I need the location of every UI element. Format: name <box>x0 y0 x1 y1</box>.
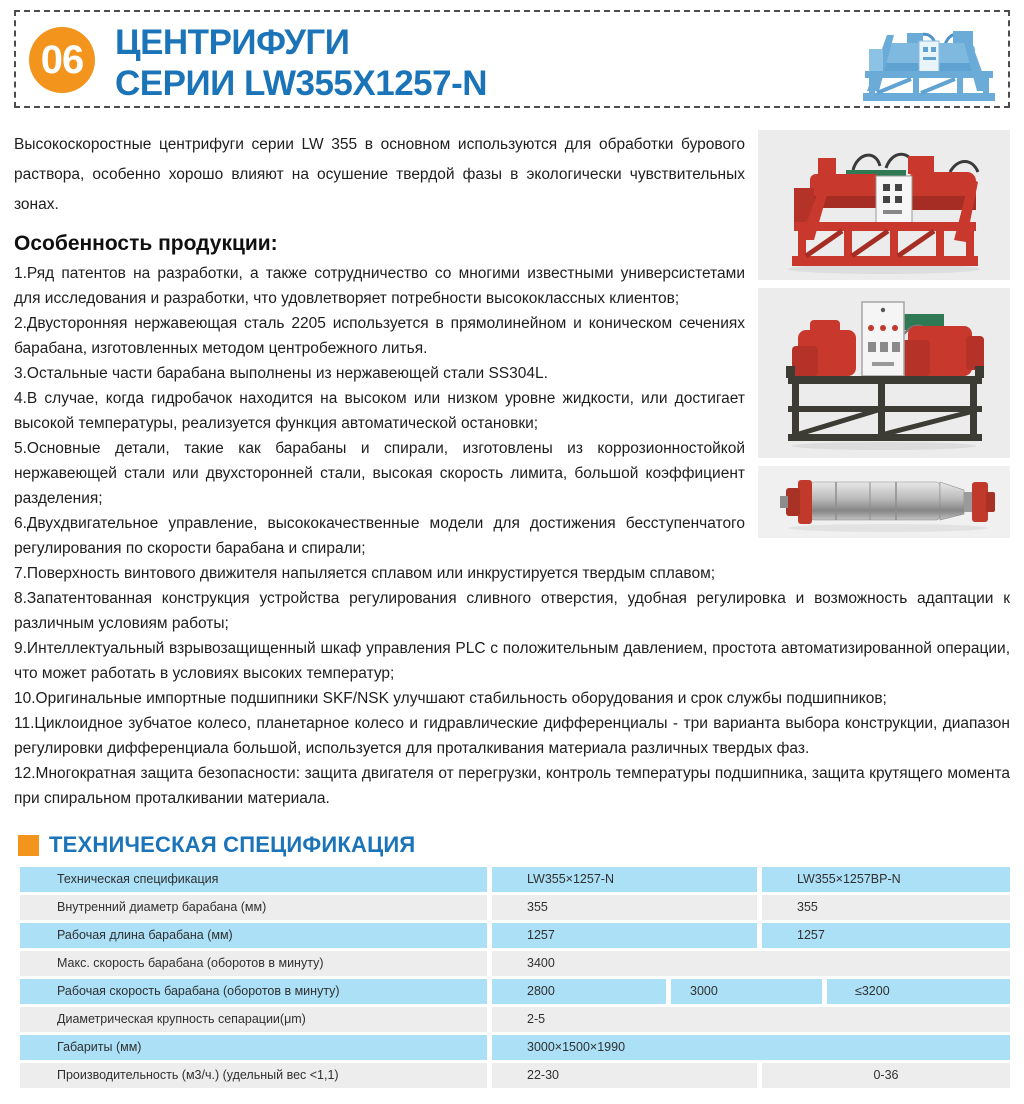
feature-item-5: 5.Основные детали, такие как барабаны и спирали, изготовлены из коррозионностойкой нержавеющей стали или двухсторонней стали, высокая скорость лимита, большой коэффициент разделения; <box>14 440 745 507</box>
intro-paragraph: Высокоскоростные центрифуги серии LW 355 в основном используются для обработки бурового раствора, особенно хорошо влияют на осушение твердой фазы в экологически чувствительных зонах. <box>14 136 745 213</box>
spec-table <box>20 867 1010 1088</box>
row-label: Диаметрическая крупность сепарации(μm) <box>20 1007 487 1032</box>
header-banner <box>14 10 1010 108</box>
row-value: 2800 <box>492 979 666 1004</box>
row-label: Рабочая длина барабана (мм) <box>20 923 487 948</box>
row-value: 3000×1500×1990 <box>492 1035 1010 1060</box>
row-value: 3400 <box>492 951 1010 976</box>
features-heading: Особенность продукции: <box>14 232 278 255</box>
centrifuge-bowl-image <box>758 466 1010 538</box>
row-label: Макс. скорость барабана (оборотов в минуту) <box>20 951 487 976</box>
table-row <box>20 951 1010 976</box>
feature-item-8: 8.Запатентованная конструкция устройства регулирования сливного отверстия, удобная регулировка и возможность адаптации к различным условиям работы; <box>14 590 1010 632</box>
page-title-line2: СЕРИИ LW355X1257-N <box>115 64 488 103</box>
table-row <box>20 923 1010 948</box>
section-number-badge <box>29 27 95 93</box>
page-title <box>115 22 487 104</box>
feature-item-12: 12.Многократная защита безопасности: защита двигателя от перегрузки, контроль температуры подшипника, защита крутящего момента при спиральном проталкивании материала. <box>14 765 1010 807</box>
feature-item-1: 1.Ряд патентов на разработки, а также сотрудничество со многими известными универсистетами для исследования и разработки, что удовлетворяет потребности высококлассных клиентов; <box>14 265 745 307</box>
spec-heading-row <box>18 833 1010 857</box>
feature-item-11: 11.Циклоидное зубчатое колесо, планетарное колесо и гидравлические дифференциалы - три варианта выбора конструкции, диапазон регулировки дифференциала большой, используется для проталкивания материала различных твердых фаз. <box>14 715 1010 757</box>
row-value: 355 <box>762 895 1010 920</box>
row-value: 355 <box>492 895 757 920</box>
row-value: 3000 <box>671 979 822 1004</box>
row-value: 2-5 <box>492 1007 1010 1032</box>
spec-heading: ТЕХНИЧЕСКАЯ СПЕЦИФИКАЦИЯ <box>49 832 416 857</box>
feature-item-10: 10.Оригинальные импортные подшипники SKF/NSK улучшают стабильность оборудования и срок службы подшипников; <box>14 690 887 707</box>
feature-item-3: 3.Остальные части барабана выполнены из нержавеющей стали SS304L. <box>14 365 548 382</box>
spec-section <box>14 833 1010 1088</box>
red-centrifuge-cabinet-image <box>758 288 1010 458</box>
table-row <box>20 1035 1010 1060</box>
column-header-model2: LW355×1257BP-N <box>762 867 1010 892</box>
row-value: 1257 <box>492 923 757 948</box>
blue-centrifuge-image <box>853 15 1003 105</box>
column-header-spec: Техническая спецификация <box>20 867 487 892</box>
feature-item-6: 6.Двухдвигательное управление, высококачественные модели для достижения бесступенчатого регулирования по скорости барабана и спирали; <box>14 515 745 557</box>
feature-item-7: 7.Поверхность винтового движителя напыляется сплавом или инкрустируется твердым сплавом; <box>14 565 716 582</box>
row-value: 1257 <box>762 923 1010 948</box>
section-number: 06 <box>40 37 84 82</box>
product-photo-column <box>758 130 1010 546</box>
row-value: 0-36 <box>762 1063 1010 1088</box>
row-label: Производительность (м3/ч.) (удельный вес <1,1) <box>20 1063 487 1088</box>
feature-item-4: 4.В случае, когда гидробачок находится на высоком или низком уровне жидкости, или достигает высокой температуры, реализуется функция автоматической остановки; <box>14 390 745 432</box>
row-label: Внутренний диаметр барабана (мм) <box>20 895 487 920</box>
feature-item-9: 9.Интеллектуальный взрывозащищенный шкаф управления PLC с положительным давлением, простота автоматизированной операции, что может работать в условиях высоких температур; <box>14 640 1010 682</box>
table-row <box>20 895 1010 920</box>
row-value: ≤3200 <box>827 979 1010 1004</box>
row-value: 22-30 <box>492 1063 757 1088</box>
main-content <box>14 130 1010 811</box>
row-label: Габариты (мм) <box>20 1035 487 1060</box>
table-row <box>20 979 1010 1004</box>
table-row <box>20 1007 1010 1032</box>
feature-item-2: 2.Двусторонняя нержавеющая сталь 2205 используется в прямолинейном и коническом сечениях барабана, изготовленных методом центробежного литья. <box>14 315 745 357</box>
red-centrifuge-skid-image <box>758 130 1010 280</box>
table-row <box>20 1063 1010 1088</box>
table-header-row <box>20 867 1010 892</box>
row-label: Рабочая скорость барабана (оборотов в минуту) <box>20 979 487 1004</box>
column-header-model1: LW355×1257-N <box>492 867 757 892</box>
page-title-line1: ЦЕНТРИФУГИ <box>115 23 350 62</box>
orange-square-bullet-icon <box>18 835 39 856</box>
